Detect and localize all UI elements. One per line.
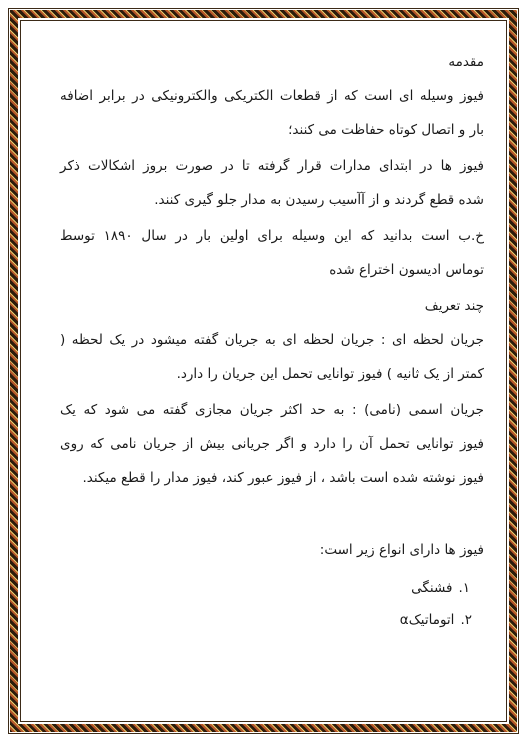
- fuse-types-list: [60, 578, 484, 630]
- heading-fuse-types: فیوز ها دارای انواع زیر است:: [319, 542, 484, 558]
- paragraph-line: فیوز ها در ابتدای مدارات قرار گرفته تا در صورت بروز اشکالات ذکر: [60, 158, 484, 174]
- list-item: [60, 610, 484, 630]
- list-label: فشنگی: [411, 580, 453, 596]
- paragraph-line: شده قطع گردند و از آآسیب رسیدن به مدار جلو گیری کنند.: [154, 192, 484, 208]
- list-item: [60, 578, 484, 598]
- list-number: ۱.: [458, 580, 470, 596]
- heading-introduction: مقدمه: [448, 54, 484, 70]
- paragraph-line: جریان لحظه ای : جریان لحظه ای به جریان گفته میشود در یک لحظه (: [60, 332, 484, 348]
- paragraph-momentary-current: [60, 330, 484, 384]
- paragraph-line: بار و اتصال کوتاه حفاظت می کنند؛: [288, 122, 484, 138]
- paragraph-line: توماس ادیسون اختراع شده: [329, 262, 484, 278]
- list-label: اتوماتیکα: [399, 612, 455, 628]
- heading-definitions: چند تعریف: [424, 298, 484, 314]
- paragraph-line: کمتر از یک ثانیه ) فیوز توانایی تحمل این جریان را دارد.: [176, 366, 484, 382]
- paragraph-line: جریان اسمی (نامی) : به حد اکثر جریان مجازی گفته می شود که یک: [60, 402, 484, 418]
- paragraph-nominal-current: [60, 400, 484, 488]
- paragraph-history: [60, 226, 484, 280]
- paragraph-line: فیوز وسیله ای است که از قطعات الکتریکی والکترونیکی در برابر اضافه: [60, 88, 484, 104]
- paragraph-line: فیوز نوشته شده است باشد ، از فیوز عبور کند، فیوز مدار را قطع میکند.: [82, 470, 484, 486]
- paragraph-line: فیوز توانایی تحمل آن را دارد و اگر جریانی بیش از جریان نامی که روی: [60, 436, 484, 452]
- paragraph-placement: [60, 156, 484, 210]
- paragraph-definition: [60, 86, 484, 140]
- document-body: [60, 52, 484, 630]
- paragraph-line: خ.ب است بدانید که این وسیله برای اولین بار در سال ۱۸۹۰ توسط: [60, 228, 484, 244]
- list-number: ۲.: [460, 612, 472, 628]
